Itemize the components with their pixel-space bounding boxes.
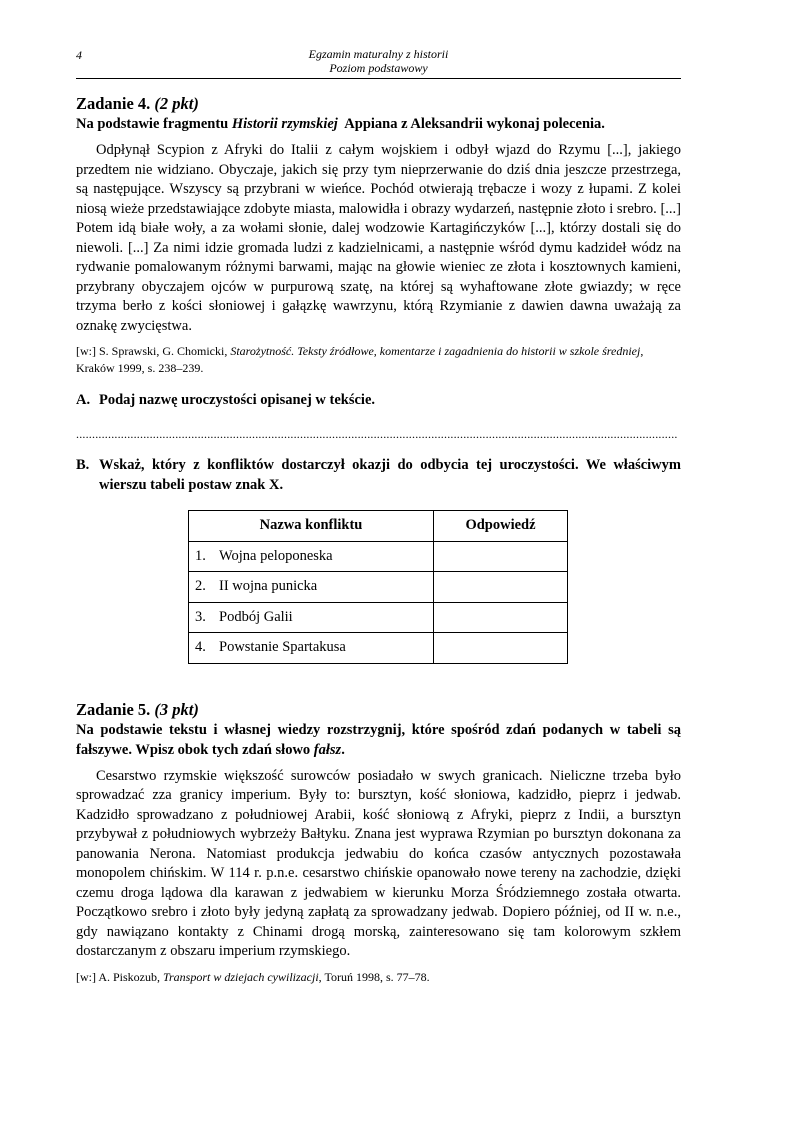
task4-citation bbox=[76, 343, 681, 377]
task4-points: (2 pkt) bbox=[154, 94, 199, 113]
task4-citation-pre: [w:] S. Sprawski, G. Chomicki, bbox=[76, 344, 231, 358]
task5-points: (3 pkt) bbox=[154, 699, 199, 719]
task4-command-post: Appiana z Aleksandrii wykonaj polecenia. bbox=[337, 116, 605, 132]
answer-cell[interactable] bbox=[434, 541, 568, 572]
conflict-cell bbox=[189, 572, 434, 603]
table-row bbox=[189, 541, 568, 572]
question-a-text: Podaj nazwę uroczystości opisanej w tekście. bbox=[99, 392, 376, 408]
exam-page bbox=[76, 44, 681, 986]
task4-source-text: Odpłynął Scypion z Afryki do Italii z całym wojskiem i odbył wjazd do Rzymu [...], jakiego przedtem nie widziano. Obyczaje, jakich się przy tym nieprzerwanie do dziś dnia jeszcze przestrzega, są następujące. Wszyscy są przybrani w wieńce. Pochód otwierają trębacze i wozy z łupami. Z kolei niosą wieże przedstawiające zdobyte miasta, malowidła i obrazy wydarzeń, następnie złoto i srebro. [...] Potem idą białe woły, a za wołami słonie, dalej wodzowie Kartagińczyków [...], którzy dostali się do niewoli. [...] Za nimi idzie gromada ludzi z kadzielnicami, a następnie wśród dymu kadzideł wódz na rydwanie pomalowanym różnymi barwami, mając na głowie wieniec ze złota i kosztownych kamieni, przybrany obyczajem ojców w purpurową szatę, na której są wyhaftowane złote gwiazdy; w ręce trzyma berło z kości słoniowej i gałązkę wawrzynu, którą Rzymianie z dawien dawna uważają za oznakę zwycięstwa. bbox=[76, 142, 681, 334]
answer-cell[interactable] bbox=[434, 602, 568, 633]
task5-command-post: . bbox=[341, 741, 345, 758]
col-conflict-name: Nazwa konfliktu bbox=[189, 511, 434, 542]
table-row bbox=[189, 602, 568, 633]
conflict-name: Powstanie Spartakusa bbox=[219, 639, 346, 656]
header-title bbox=[76, 44, 681, 75]
page-header bbox=[76, 44, 681, 79]
task5-source-text: Cesarstwo rzymskie większość surowców posiadało w swych granicach. Nieliczne trzeba było sprowadzać zza granicy imperium. Były to: bursztyn, kość słoniowa, kadzidło, pieprz i jedwab. Kadzidło sprowadzano z południowej Arabii, kość słoniową z Afryki, pieprz z Indii, a bursztyn przybywał z południowych wybrzeży Bałtyku. Znana jest wyprawa Rzymian po bursztyn dokonana za panowania Nerona. Natomiast produkcja jedwabiu do końca czasów antycznych pozostawała monopolem chińskim. W 114 r. p.n.e. cesarstwo chińskie opanowało nowe tereny na zachodzie, dzięki czemu droga lądowa dla karawan z jedwabiem w kierunku Morza Śródziemnego została otwarta. Początkowo srebro i złoto były jedyną zapłatą za sprowadzany jedwab. Dopiero później, od II w. n.e., gdy nawiązano kontakty z Chinami drogą morską, zainteresowano się tam kolorowym szkłem dostarczanym z obszaru imperium rzymskiego. bbox=[76, 767, 681, 959]
task5-command-italic: fałsz bbox=[313, 741, 342, 758]
answer-line-a[interactable]: ............................................................................................................................................................................................ bbox=[76, 427, 678, 441]
task5-command-pre: Na podstawie tekstu i własnej wiedzy rozstrzygnij, które spośród zdań podanych w tabeli są fałszywe. Wpisz obok tych zdań słowo bbox=[76, 721, 681, 758]
task4-command-pre: Na podstawie fragmentu bbox=[76, 116, 232, 132]
task5-command bbox=[76, 720, 681, 760]
header-title-line1: Egzamin maturalny z historii bbox=[308, 47, 449, 61]
task5-citation-italic: Transport w dziejach cywilizacji bbox=[163, 969, 319, 984]
question-b bbox=[76, 455, 681, 495]
answer-cell[interactable] bbox=[434, 633, 568, 664]
task5-citation bbox=[76, 969, 681, 986]
task5-heading bbox=[76, 700, 681, 720]
header-title-line2: Poziom podstawowy bbox=[329, 61, 428, 75]
task4-citation-italic: Starożytność. Teksty źródłowe, komentarze i zagadnienia do historii w szkole średniej bbox=[230, 344, 641, 358]
task5-citation-post: , Toruń 1998, s. 77–78. bbox=[318, 969, 430, 984]
table-row bbox=[189, 633, 568, 664]
conflict-cell bbox=[189, 602, 434, 633]
conflict-table bbox=[188, 510, 568, 664]
question-b-text: Wskaż, który z konfliktów dostarczył okazji do odbycia tej uroczystości. We właściwym wierszu tabeli postaw znak X. bbox=[99, 457, 681, 493]
conflict-name: Podbój Galii bbox=[219, 608, 293, 625]
conflict-name: II wojna punicka bbox=[219, 578, 318, 595]
question-b-letter: B. bbox=[76, 457, 90, 473]
table-row bbox=[189, 572, 568, 603]
question-a bbox=[76, 390, 681, 410]
task4-citation-post: , Kraków 1999, s. 238–239. bbox=[76, 344, 644, 375]
task4-command-italic: Historii rzymskiej bbox=[231, 116, 338, 132]
page-number: 4 bbox=[76, 48, 82, 62]
col-answer: Odpowiedź bbox=[434, 511, 568, 542]
task5-citation-pre: [w:] A. Piskozub, bbox=[76, 969, 163, 984]
question-a-letter: A. bbox=[76, 392, 91, 408]
row-number: 2. bbox=[195, 578, 206, 595]
conflict-cell bbox=[189, 541, 434, 572]
task4-command bbox=[76, 114, 681, 134]
task5-title: Zadanie 5. bbox=[76, 699, 151, 719]
conflict-name: Wojna peloponeska bbox=[219, 547, 333, 564]
table-header-row bbox=[189, 511, 568, 542]
conflict-cell bbox=[189, 633, 434, 664]
row-number: 4. bbox=[195, 639, 206, 656]
task4-title: Zadanie 4. bbox=[76, 94, 151, 113]
answer-cell[interactable] bbox=[434, 572, 568, 603]
row-number: 1. bbox=[195, 547, 206, 564]
row-number: 3. bbox=[195, 608, 206, 625]
task4-heading bbox=[76, 94, 681, 114]
